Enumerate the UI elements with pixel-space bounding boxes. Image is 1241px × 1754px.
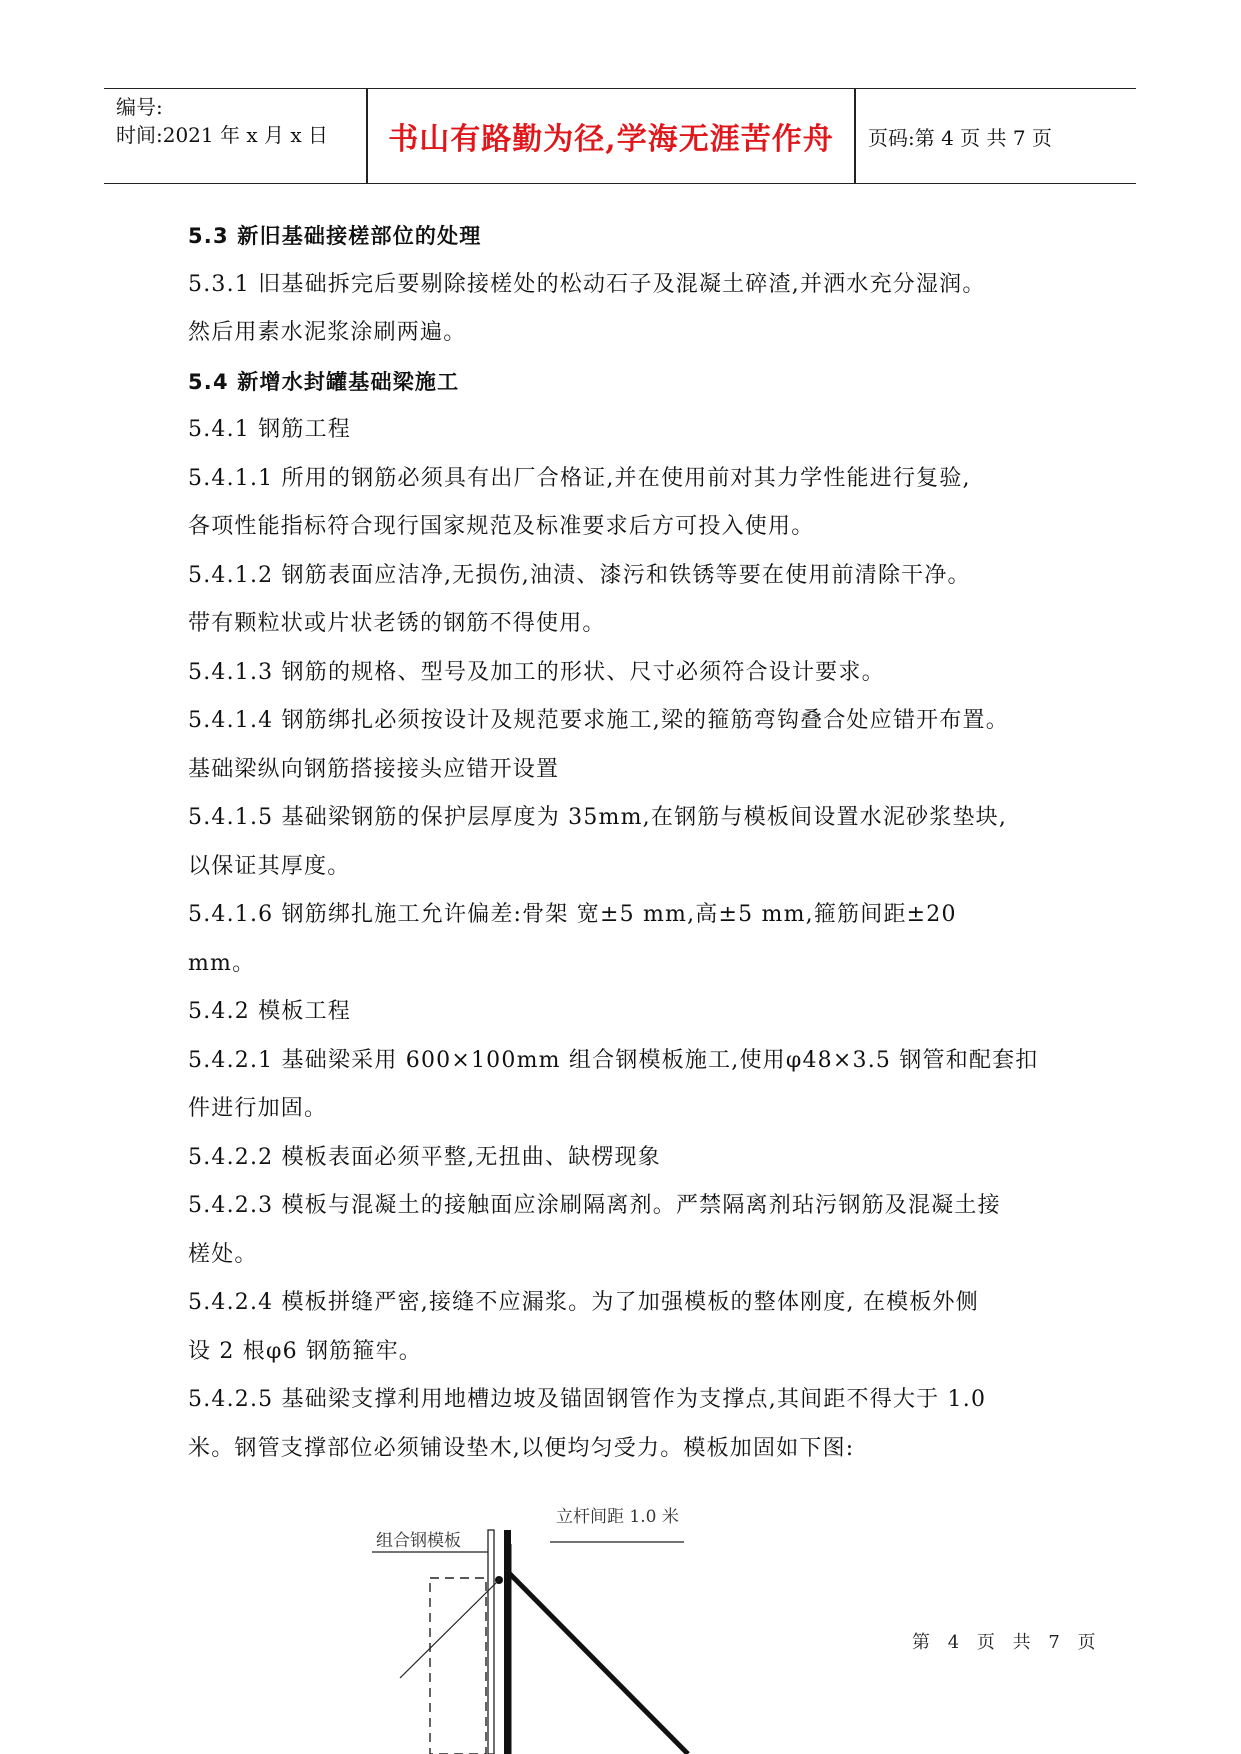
paragraph-line: 米。钢管支撑部位必须铺设垫木,以便均匀受力。模板加固如下图: — [188, 1435, 855, 1461]
paragraph-line: 各项性能指标符合现行国家规范及标准要求后方可投入使用。 — [188, 514, 815, 539]
label-formwork: 组合钢模板 — [376, 1531, 461, 1551]
anchor-line — [400, 1579, 500, 1678]
time-label: 时间:2021 年 x 月 x 日 — [116, 123, 328, 147]
paragraph-line: 5.4.1.2 钢筋表面应洁净,无损伤,油渍、漆污和铁锈等要在使用前清除干净。 — [188, 562, 971, 588]
paragraph-line: 5.4.1.1 所用的钢筋必须具有出厂合格证,并在使用前对其力学性能进行复验, — [188, 465, 971, 491]
subsection-heading: 5.4.1 钢筋工程 — [188, 417, 351, 442]
paragraph-line: 5.4.2.1 基础梁采用 600×100mm 组合钢模板施工,使用φ48×3.5 钢管和配套扣 — [188, 1047, 1039, 1073]
diagonal-brace — [508, 1572, 688, 1754]
paragraph-line: 5.4.2.2 模板表面必须平整,无扭曲、缺楞现象 — [188, 1144, 661, 1170]
paragraph-line: 5.3.1 旧基础拆完后要剔除接槎处的松动石子及混凝土碎渣,并洒水充分湿润。 — [188, 271, 986, 297]
paragraph-line: mm。 — [188, 950, 256, 976]
paragraph-line: 设 2 根φ6 钢筋箍牢。 — [188, 1338, 422, 1364]
subsection-heading: 5.4.2 模板工程 — [188, 999, 351, 1024]
document-body — [188, 212, 1068, 1473]
paragraph-line: 基础梁纵向钢筋搭接接头应错开设置 — [188, 756, 560, 782]
label-pole-spacing: 立杆间距 1.0 米 — [556, 1507, 679, 1527]
section-heading: 5.3 新旧基础接槎部位的处理 — [188, 224, 482, 248]
paragraph-line: 5.4.1.4 钢筋绑扎必须按设计及规范要求施工,梁的箍筋弯钩叠合处应错开布置。 — [188, 708, 1009, 733]
paragraph-line: 5.4.1.3 钢筋的规格、型号及加工的形状、尺寸必须符合设计要求。 — [188, 659, 885, 685]
paragraph-line: 5.4.2.5 基础梁支撑利用地槽边坡及锚固钢管作为支撑点,其间距不得大于 1.0 — [188, 1387, 987, 1412]
page-header — [104, 88, 1136, 184]
header-divider — [854, 89, 856, 183]
header-meta — [116, 93, 328, 149]
formwork-diagram-svg — [370, 1500, 710, 1754]
section-heading: 5.4 新增水封罐基础梁施工 — [188, 369, 460, 394]
paragraph-line: 然后用素水泥浆涂刷两遍。 — [188, 320, 467, 345]
paragraph-line: 以保证其厚度。 — [188, 853, 351, 879]
formwork-panel — [488, 1530, 494, 1754]
paragraph-line: 5.4.2.3 模板与混凝土的接触面应涂刷隔离剂。严禁隔离剂玷污钢筋及混凝土接 — [188, 1193, 1001, 1218]
paragraph-line: 5.4.1.6 钢筋绑扎施工允许偏差:骨架 宽±5 mm,高±5 mm,箍筋间距±20 — [188, 902, 957, 927]
paragraph-line: 槎处。 — [188, 1241, 258, 1267]
paragraph-line: 5.4.1.5 基础梁钢筋的保护层厚度为 35mm,在钢筋与模板间设置水泥砂浆垫块, — [188, 805, 1008, 830]
beam-outline — [430, 1578, 486, 1754]
paragraph-line: 5.4.2.4 模板拼缝严密,接缝不应漏浆。为了加强模板的整体刚度, 在模板外侧 — [188, 1290, 979, 1315]
page-footer: 第 4 页 共 7 页 — [912, 1632, 1102, 1653]
paragraph-line: 件进行加固。 — [188, 1096, 328, 1121]
formwork-diagram — [370, 1500, 710, 1754]
steel-pole — [504, 1530, 511, 1754]
header-motto: 书山有路勤为径,学海无涯苦作舟 — [388, 122, 834, 157]
serial-label: 编号: — [116, 95, 163, 119]
paragraph-line: 带有颗粒状或片状老锈的钢筋不得使用。 — [188, 611, 606, 636]
header-page-info: 页码:第 4 页 共 7 页 — [868, 125, 1052, 150]
